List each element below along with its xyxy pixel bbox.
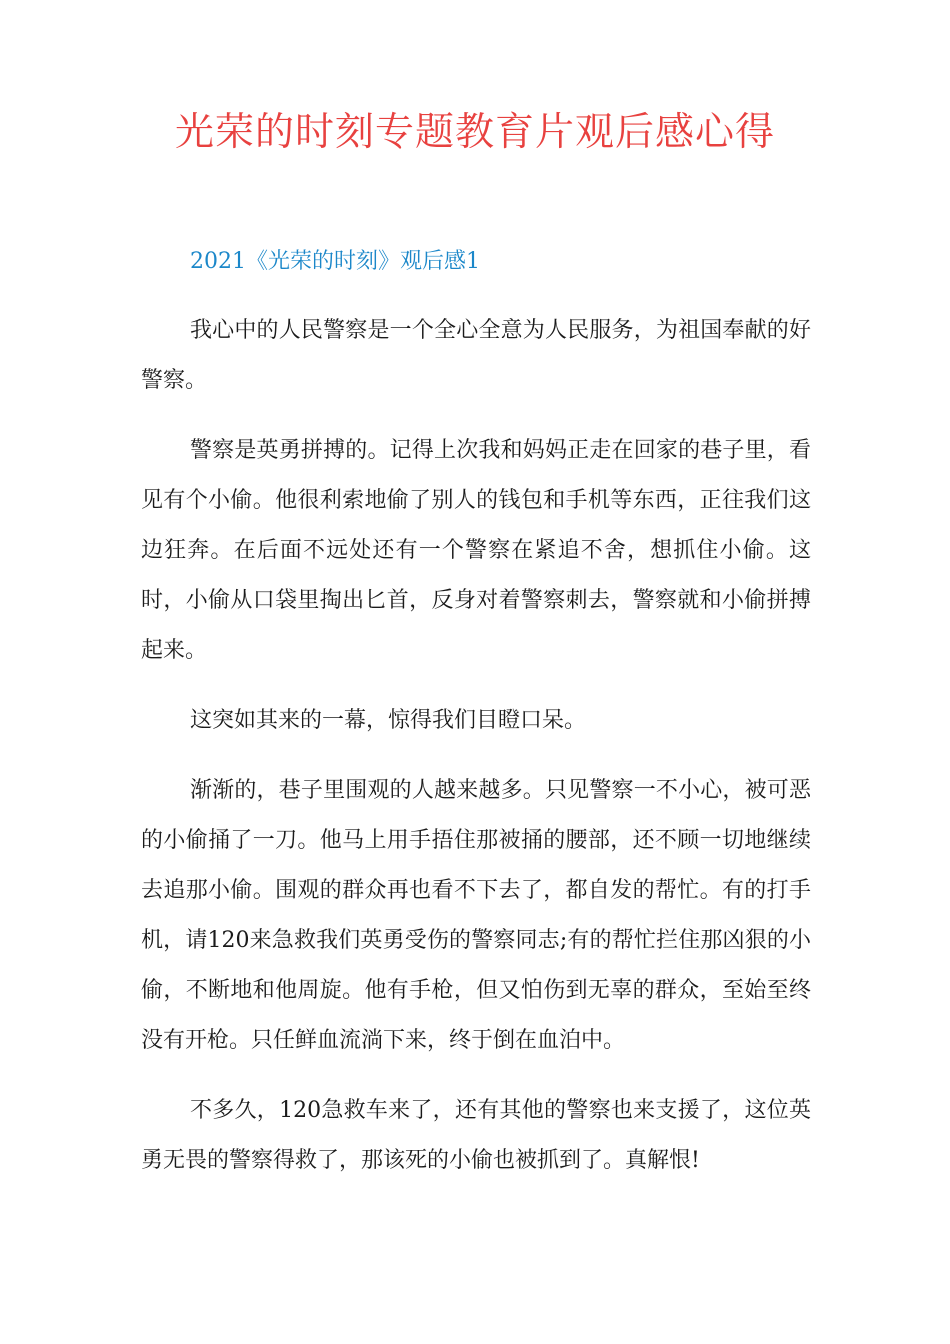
paragraph-2: 警察是英勇拼搏的。记得上次我和妈妈正走在回家的巷子里，看见有个小偷。他很利索地偷了别人的钱包和手机等东西，正往我们这边狂奔。在后面不远处还有一个警察在紧追不舍，想抓住小偷。这时，小偷从口袋里掏出匕首，反身对着警察刺去，警察就和小偷拼搏起来。 bbox=[141, 438, 811, 663]
paragraph-4: 渐渐的，巷子里围观的人越来越多。只见警察一不小心，被可恶的小偷捅了一刀。他马上用手捂住那被捅的腰部，还不顾一切地继续去追那小偷。围观的群众再也看不下去了，都自发的帮忙。有的打手机，请120来急救我们英勇受伤的警察同志;有的帮忙拦住那凶狠的小偷，不断地和他周旋。他有手枪，但又怕伤到无辜的群众，至始至终没有开枪。只任鲜血流淌下来，终于倒在血泊中。 bbox=[141, 778, 811, 1053]
paragraph-5: 不多久，120急救车来了，还有其他的警察也来支援了，这位英勇无畏的警察得救了，那该死的小偷也被抓到了。真解恨! bbox=[141, 1098, 811, 1173]
document-title: 光荣的时刻专题教育片观后感心得 bbox=[174, 110, 775, 155]
paragraph-3: 这突如其来的一幕，惊得我们目瞪口呆。 bbox=[190, 708, 587, 733]
document-body bbox=[141, 306, 811, 1186]
paragraph-1: 我心中的人民警察是一个全心全意为人民服务，为祖国奉献的好警察。 bbox=[141, 318, 811, 393]
section-heading: 2021《光荣的时刻》观后感1 bbox=[190, 249, 480, 274]
